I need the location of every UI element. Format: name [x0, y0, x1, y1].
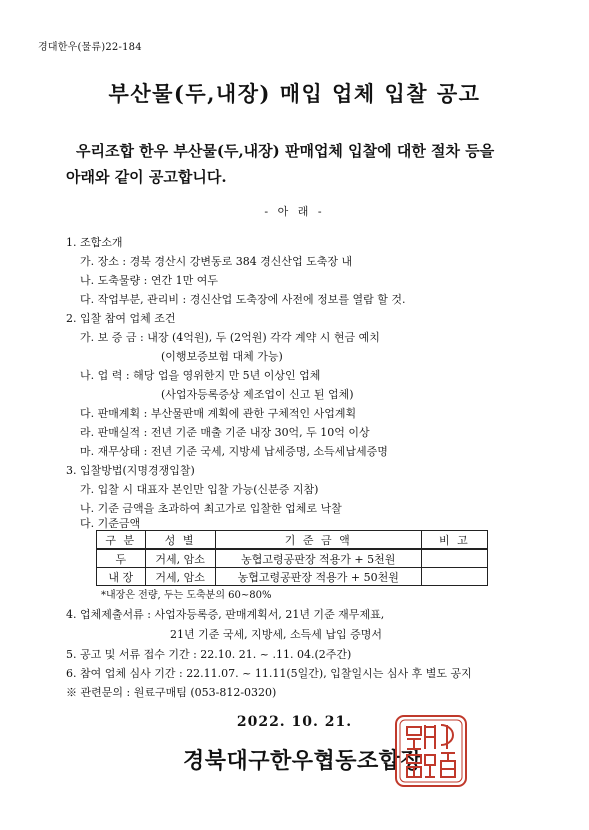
section-2-finance: 마. 재무상태 : 전년 기준 국세, 지방세 납세증명, 소득세납세증명 [80, 445, 388, 458]
table-row [97, 549, 488, 568]
table-cell: 두 [97, 549, 146, 568]
section-4-documents-cont: 21년 기준 국세, 지방세, 소득세 납입 증명서 [170, 628, 382, 641]
section-2-deposit-note: (이행보증보험 대체 가능) [161, 350, 283, 363]
section-4-documents: 4. 업체제출서류 : 사업자등록증, 판매계획서, 21년 기준 재무제표, [66, 608, 385, 621]
notice-heading: - 아 래 - [264, 205, 325, 218]
section-2-sales-plan: 다. 판매계획 : 부산물판매 계획에 관한 구체적인 사업계획 [80, 407, 357, 420]
table-cell: 거세, 암소 [145, 549, 215, 568]
document-title: 부산물(두,내장) 매입 업체 입찰 공고 [108, 81, 481, 106]
table-note: *내장은 전량, 두는 도축분의 60~80% [101, 590, 272, 601]
intro-line-2: 아래와 같이 공고합니다. [66, 168, 227, 186]
section-1-heading: 1. 조합소개 [66, 236, 123, 249]
table-row [97, 568, 488, 586]
base-amount-table [96, 530, 488, 586]
section-2-experience: 나. 업 력 : 해당 업을 영위한지 만 5년 이상인 업체 [80, 369, 321, 382]
table-header-division: 구 분 [97, 531, 146, 550]
intro-paragraph [66, 138, 546, 190]
table-cell: 내 장 [97, 568, 146, 586]
section-1-location: 가. 장소 : 경북 경산시 강변동로 384 경신산업 도축장 내 [80, 255, 353, 268]
intro-line-1: 우리조합 한우 부산물(두,내장) 판매업체 입찰에 대한 절차 등을 [76, 142, 495, 160]
document-date: 2022. 10. 21. [236, 714, 353, 730]
section-2-sales-record: 라. 판매실적 : 전년 기준 매출 기준 내장 30억, 두 10억 이상 [80, 426, 370, 439]
section-7-contact: ※ 관련문의 : 원료구매팀 (053-812-0320) [66, 686, 277, 699]
table-cell [421, 568, 487, 586]
table-cell: 농협고령공판장 적용가 + 50천원 [215, 568, 421, 586]
organization-name: 경북대구한우협동조합장 [183, 748, 423, 774]
section-1-volume: 나. 도축물량 : 연간 1만 여두 [80, 274, 218, 287]
section-3-heading: 3. 입찰방법(지명경쟁입찰) [66, 464, 195, 477]
section-3-base-amount: 다. 기준금액 [80, 517, 141, 530]
table-header-sex: 성 별 [145, 531, 215, 550]
section-3-award: 나. 기준 금액을 초과하여 최고가로 입찰한 업체로 낙찰 [80, 502, 342, 515]
document-number: 경대한우(물류)22-184 [38, 42, 142, 53]
section-3-bidder: 가. 입찰 시 대표자 본인만 입찰 가능(신분증 지참) [80, 483, 319, 496]
section-2-experience-note: (사업자등록증상 제조업이 신고 된 업체) [161, 388, 354, 401]
table-header-row [97, 531, 488, 550]
official-seal-icon [393, 713, 469, 789]
table-header-base-amount: 기 준 금 액 [215, 531, 421, 550]
section-6-review: 6. 참여 업체 심사 기간 : 22.11.07. ~ 11.11(5일간), 입찰일시는 심사 후 별도 공지 [66, 667, 472, 680]
table-cell [421, 549, 487, 568]
section-1-work: 다. 작업부분, 관리비 : 경신산업 도축장에 사전에 정보를 열람 할 것. [80, 293, 406, 306]
table-header-remarks: 비 고 [421, 531, 487, 550]
section-2-deposit: 가. 보 증 금 : 내장 (4억원), 두 (2억원) 각각 계약 시 현금 예치 [80, 331, 380, 344]
section-5-period: 5. 공고 및 서류 접수 기간 : 22.10. 21. ~ .11. 04.(2주간) [66, 648, 352, 661]
table-cell: 농협고령공판장 적용가 + 5천원 [215, 549, 421, 568]
table-cell: 거세, 암소 [145, 568, 215, 586]
section-2-heading: 2. 입찰 참여 업체 조건 [66, 312, 176, 325]
